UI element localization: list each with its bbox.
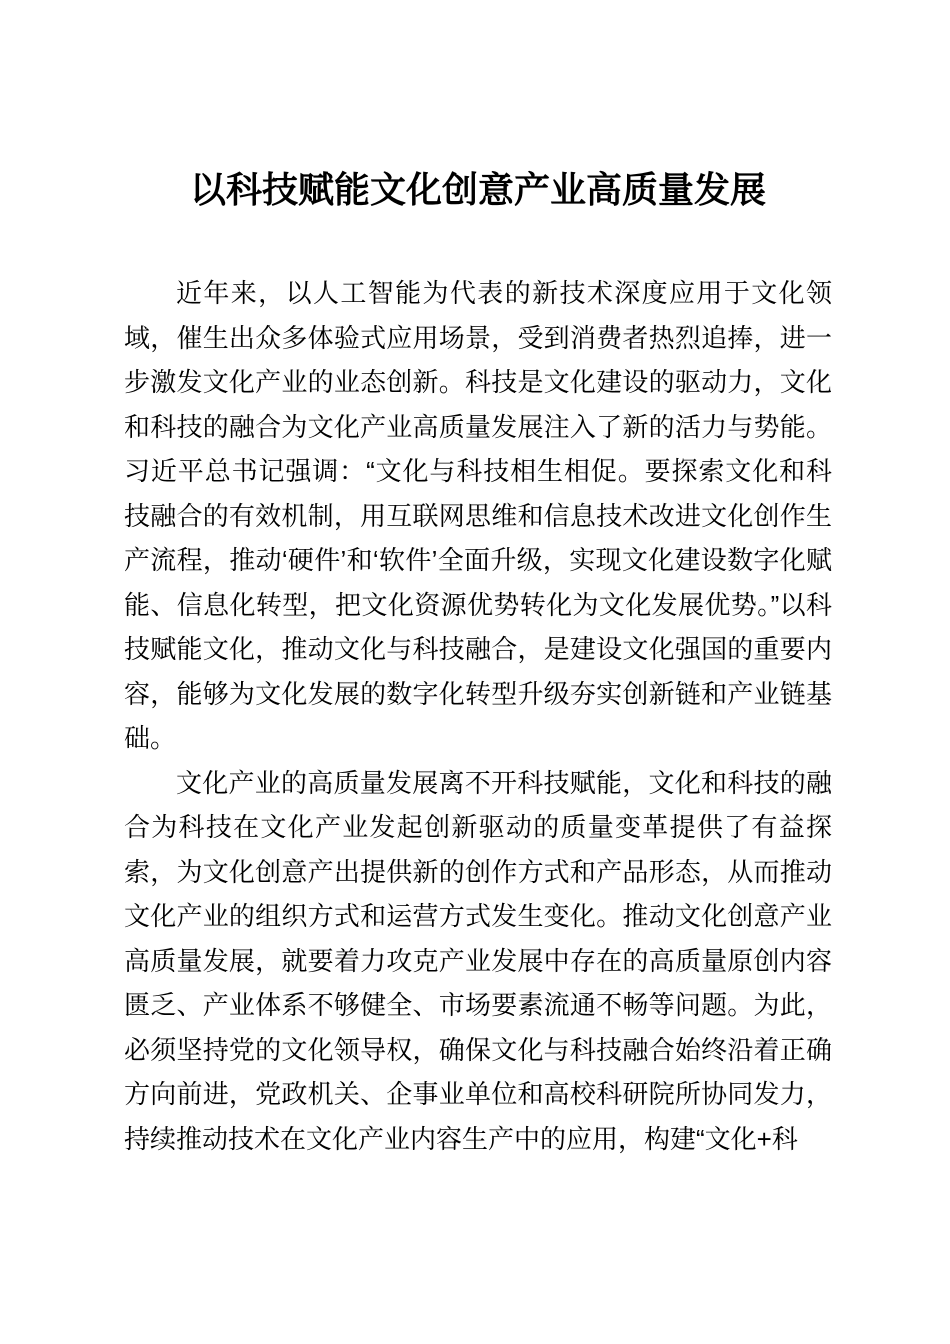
paragraph-1: 近年来，以人工智能为代表的新技术深度应用于文化领域，催生出众多体验式应用场景，受到消费者热烈追捧，进一步激发文化产业的业态创新。科技是文化建设的驱动力，文化和科技的融合为文化产业高质量发展注入了新的活力与势能。习近平总书记强调：“文化与科技相生相促。要探索文化和科技融合的有效机制，用互联网思维和信息技术改进文化创作生产流程，推动‘硬件’和‘软件’全面升级，实现文化建设数字化赋能、信息化转型，把文化资源优势转化为文化发展优势。”以科技赋能文化，推动文化与科技融合，是建设文化强国的重要内容，能够为文化发展的数字化转型升级夯实创新链和产业链基础。: [124, 278, 832, 754]
document-body: [124, 271, 832, 1161]
paragraph-2: 文化产业的高质量发展离不开科技赋能，文化和科技的融合为科技在文化产业发起创新驱动的质量变革提供了有益探索，为文化创意产出提供新的创作方式和产品形态，从而推动文化产业的组织方式和运营方式发生变化。推动文化创意产业高质量发展，就要着力攻克产业发展中存在的高质量原创内容匮乏、产业体系不够健全、市场要素流通不畅等问题。为此，必须坚持党的文化领导权，确保文化与科技融合始终沿着正确方向前进，党政机关、企事业单位和高校科研院所协同发力，持续推动技术在文化产业内容生产中的应用，构建“文化+科: [124, 767, 832, 1154]
document-title: 以科技赋能文化创意产业高质量发展: [189, 169, 766, 210]
